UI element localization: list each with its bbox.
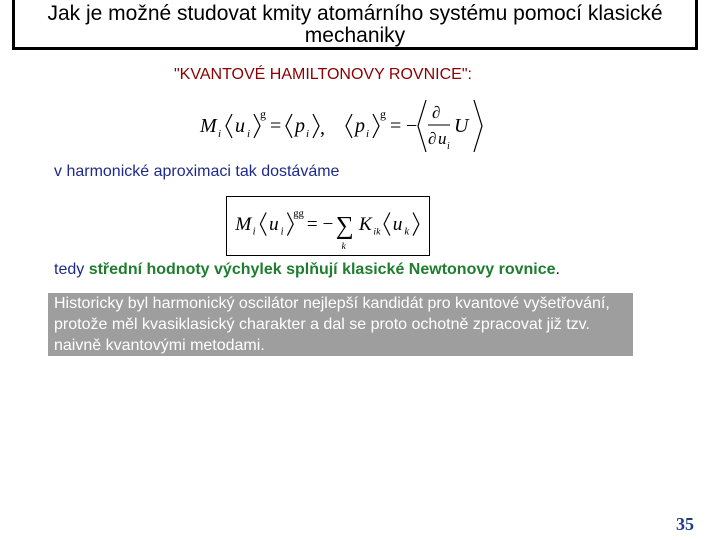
eq2-u: u bbox=[269, 213, 279, 235]
eq2-M: M bbox=[235, 213, 252, 235]
eq2-sum-k: k bbox=[341, 241, 346, 253]
eq2-sum: ∑ bbox=[335, 212, 354, 240]
text-newton-conclusion bbox=[54, 261, 560, 279]
eq1-i1: i bbox=[218, 128, 222, 140]
historical-note: Historicky byl harmonický oscilátor nejlepší kandidát pro kvantové vyšetřování, protože měl kvasiklasický charakter a dal se proto ochotně zpracovat již tzv. naivně kvantovými metodami. bbox=[48, 293, 633, 356]
slide-title: Jak je možné studovat kmity atomárního systému pomocí klasické mechaniky bbox=[47, 2, 663, 47]
title-box bbox=[12, 0, 698, 50]
eq1-p1: p bbox=[295, 115, 305, 137]
text-harmonic-approx: v harmonické aproximaci tak dostáváme bbox=[54, 163, 340, 180]
eq2-ik: ik bbox=[373, 226, 381, 238]
text-newton-highlight: střední hodnoty výchylek splňují klasické Newtonovy rovnice bbox=[88, 261, 556, 278]
eq1-eq2: = bbox=[390, 115, 402, 137]
eq2-eq: = − bbox=[306, 213, 334, 235]
eq1-eq: = bbox=[270, 115, 282, 137]
eq1-U: U bbox=[454, 115, 469, 137]
eq2-gg: gg bbox=[293, 208, 304, 220]
eq1-g1: g bbox=[260, 107, 266, 121]
eq1-partial-num: ∂ bbox=[432, 103, 441, 122]
eq1-u: u bbox=[235, 115, 245, 137]
eq2-K: K bbox=[358, 213, 372, 235]
eq1-p2: p bbox=[355, 115, 365, 137]
eq1-M: M bbox=[200, 115, 217, 137]
eq1-minus: − bbox=[406, 115, 418, 137]
eq1-g2: g bbox=[380, 107, 386, 121]
eq1-i4: i bbox=[366, 128, 370, 140]
eq1-i3: i bbox=[306, 128, 310, 140]
page-number: 35 bbox=[676, 514, 694, 534]
text-newton-prefix: tedy bbox=[54, 261, 89, 278]
eq1-i2: i bbox=[247, 128, 251, 140]
equation-newton bbox=[226, 196, 430, 256]
eq1-u-den: u bbox=[438, 129, 447, 148]
eq2-i2: i bbox=[280, 226, 284, 238]
eq1-i-den: i bbox=[447, 141, 450, 152]
eq1-comma: , bbox=[320, 117, 325, 139]
eq2-i1: i bbox=[252, 226, 256, 238]
subtitle: "KVANTOVÉ HAMILTONOVY ROVNICE": bbox=[174, 66, 472, 83]
text-newton-suffix: . bbox=[555, 261, 560, 278]
equation-hamilton bbox=[196, 96, 486, 156]
eq2-k: k bbox=[404, 226, 410, 238]
eq1-partial-den: ∂ bbox=[428, 129, 437, 148]
eq2-u2: u bbox=[392, 213, 403, 235]
